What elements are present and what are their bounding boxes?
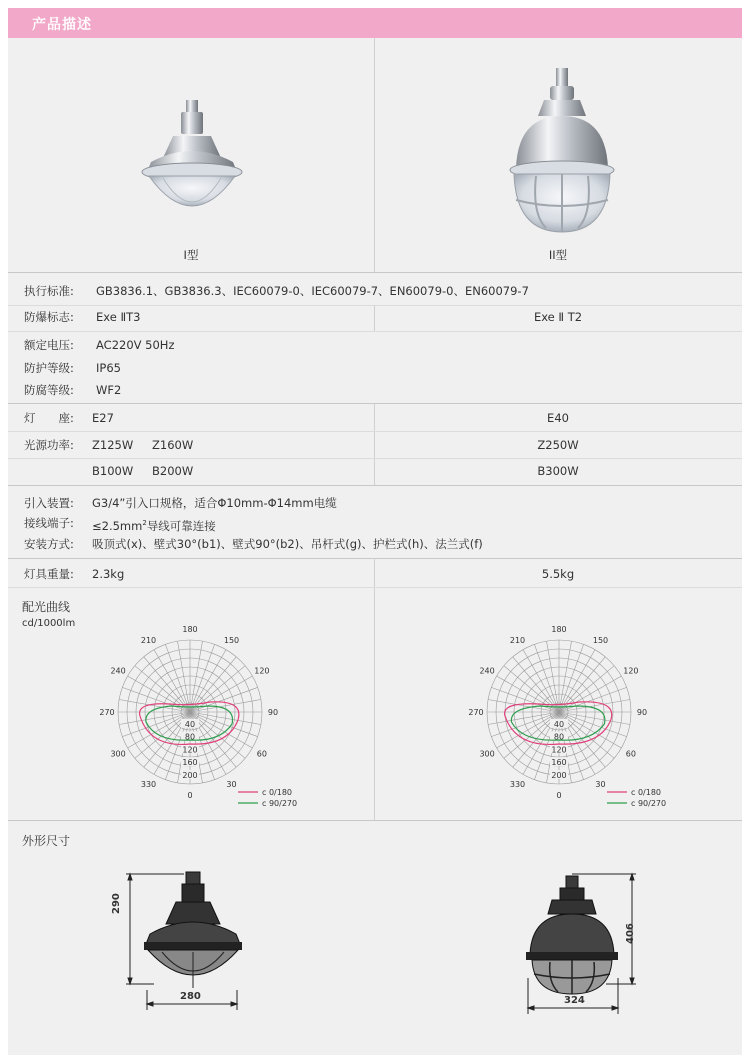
- polar-angle-label: 300: [479, 749, 495, 759]
- polar-tick-label: 120: [551, 745, 567, 755]
- polar-angle-label: 180: [551, 625, 567, 634]
- polar-angle-label: 60: [256, 749, 267, 759]
- product-sheet: [8, 8, 742, 1055]
- terminal-label: 接线端子:: [24, 516, 74, 530]
- row-divider: [8, 587, 742, 588]
- weight-type2: 5.5kg: [541, 567, 575, 581]
- polar-angle-label: 240: [479, 666, 495, 676]
- legend-label: c 90/270: [262, 799, 298, 808]
- type2-height-label: 406: [625, 923, 636, 944]
- polar-tick-label: 160: [551, 758, 567, 768]
- polar-angle-label: 120: [623, 666, 639, 676]
- row-divider: [8, 305, 742, 306]
- polar-angle-label: 90: [267, 708, 279, 717]
- polar-tick-label: 200: [182, 771, 198, 780]
- power-type1-d: B200W: [152, 464, 194, 478]
- power-type1-b: Z160W: [152, 438, 194, 452]
- polar-angle-label: 120: [254, 666, 270, 676]
- polar-angle-label: 210: [509, 636, 526, 646]
- polar-tick-label: 200: [551, 771, 567, 780]
- polar-angle-label: 180: [182, 625, 198, 634]
- weight-label: 灯具重量:: [24, 567, 74, 581]
- standard-value: GB3836.1、GB3836.3、IEC60079-0、IEC60079-7、EN60079-0、EN60079-7: [96, 284, 529, 298]
- legend-label: c 90/270: [631, 799, 667, 808]
- ex-mark-type2: Exe Ⅱ T2: [533, 310, 583, 324]
- polar-angle-label: 90: [636, 708, 648, 717]
- row-divider: [8, 272, 742, 273]
- polar-angle-label: 210: [140, 636, 157, 646]
- polar-tick-label: 120: [182, 745, 198, 755]
- photometric-title: 配光曲线: [22, 600, 71, 614]
- type1-height-label: 290: [111, 893, 122, 914]
- row-divider: [8, 485, 742, 486]
- polar-tick-label: 40: [184, 719, 196, 729]
- polar-angle-label: 270: [468, 708, 484, 717]
- polar-angle-label: 270: [99, 708, 115, 717]
- power-type1-a: Z125W: [92, 438, 134, 452]
- entry-value: G3/4”引入口规格，适合Φ10mm-Φ14mm电缆: [92, 496, 337, 510]
- entry-label: 引入装置:: [24, 496, 74, 510]
- anticorrosion-value: WF2: [96, 383, 122, 397]
- product-label-type2: II型: [548, 248, 568, 262]
- standard-label: 执行标准:: [24, 284, 74, 298]
- section-header: [8, 8, 742, 38]
- row-divider: [8, 820, 742, 821]
- polar-tick-label: 80: [184, 732, 196, 742]
- polar-angle-label: 0: [556, 791, 562, 800]
- photometric-unit: cd/1000lm: [22, 618, 76, 629]
- legend-label: c 0/180: [631, 788, 661, 797]
- type1-width-label: 280: [180, 991, 201, 1002]
- voltage-label: 额定电压:: [24, 338, 74, 352]
- power-label: 光源功率:: [24, 438, 74, 452]
- polar-angle-label: 30: [226, 779, 237, 789]
- power-type1-c: B100W: [92, 464, 134, 478]
- polar-angle-label: 30: [595, 779, 606, 789]
- terminal-value: $\le 2.5mm^2$导线可靠连接: [92, 518, 216, 533]
- row-divider: [8, 458, 742, 459]
- polar-angle-label: 150: [592, 636, 609, 646]
- socket-label: 灯 座:: [24, 411, 74, 425]
- column-divider: [374, 38, 375, 272]
- polar-angle-label: 300: [110, 749, 126, 759]
- ex-mark-label: 防爆标志:: [24, 310, 74, 324]
- polar-tick-label: 40: [553, 719, 565, 729]
- weight-type1: 2.3kg: [92, 567, 125, 581]
- anticorrosion-label: 防腐等级:: [24, 383, 74, 397]
- section-title: 产品描述: [32, 17, 92, 33]
- column-divider: [374, 305, 375, 331]
- voltage-value: AC220V 50Hz: [96, 338, 175, 352]
- product-label-type1: I型: [183, 248, 199, 262]
- polar-angle-label: 240: [110, 666, 126, 676]
- legend-label: c 0/180: [262, 788, 292, 797]
- polar-tick-label: 160: [182, 758, 198, 768]
- polar-angle-label: 0: [187, 791, 193, 800]
- row-divider: [8, 331, 742, 332]
- power-type2-2: B300W: [537, 464, 579, 478]
- ip-value: IP65: [96, 361, 121, 375]
- lamp-type2-photo: [498, 64, 628, 239]
- socket-type2: E40: [547, 411, 569, 425]
- dimensions-title: 外形尺寸: [22, 834, 71, 848]
- row-divider: [8, 403, 742, 404]
- power-type2-1: Z250W: [537, 438, 579, 452]
- column-divider: [374, 403, 375, 485]
- ex-mark-type1: Exe ⅡT3: [96, 310, 141, 324]
- row-divider: [8, 558, 742, 559]
- ip-label: 防护等级:: [24, 361, 74, 375]
- polar-angle-label: 60: [625, 749, 636, 759]
- polar-chart-type2: [451, 620, 681, 810]
- polar-chart-type1: [82, 620, 312, 810]
- polar-tick-label: 80: [553, 732, 565, 742]
- row-divider: [8, 431, 742, 432]
- mounting-label: 安装方式:: [24, 537, 74, 551]
- polar-angle-label: 330: [509, 779, 526, 789]
- polar-angle-label: 150: [223, 636, 240, 646]
- mounting-value: 吸顶式(x)、壁式30°(b1)、壁式90°(b2)、吊杆式(g)、护栏式(h)、法兰式(f): [92, 537, 483, 551]
- column-divider: [374, 558, 375, 820]
- polar-angle-label: 330: [140, 779, 157, 789]
- socket-type1: E27: [92, 411, 114, 425]
- lamp-type1-photo: [123, 96, 263, 231]
- type2-width-label: 324: [564, 995, 585, 1006]
